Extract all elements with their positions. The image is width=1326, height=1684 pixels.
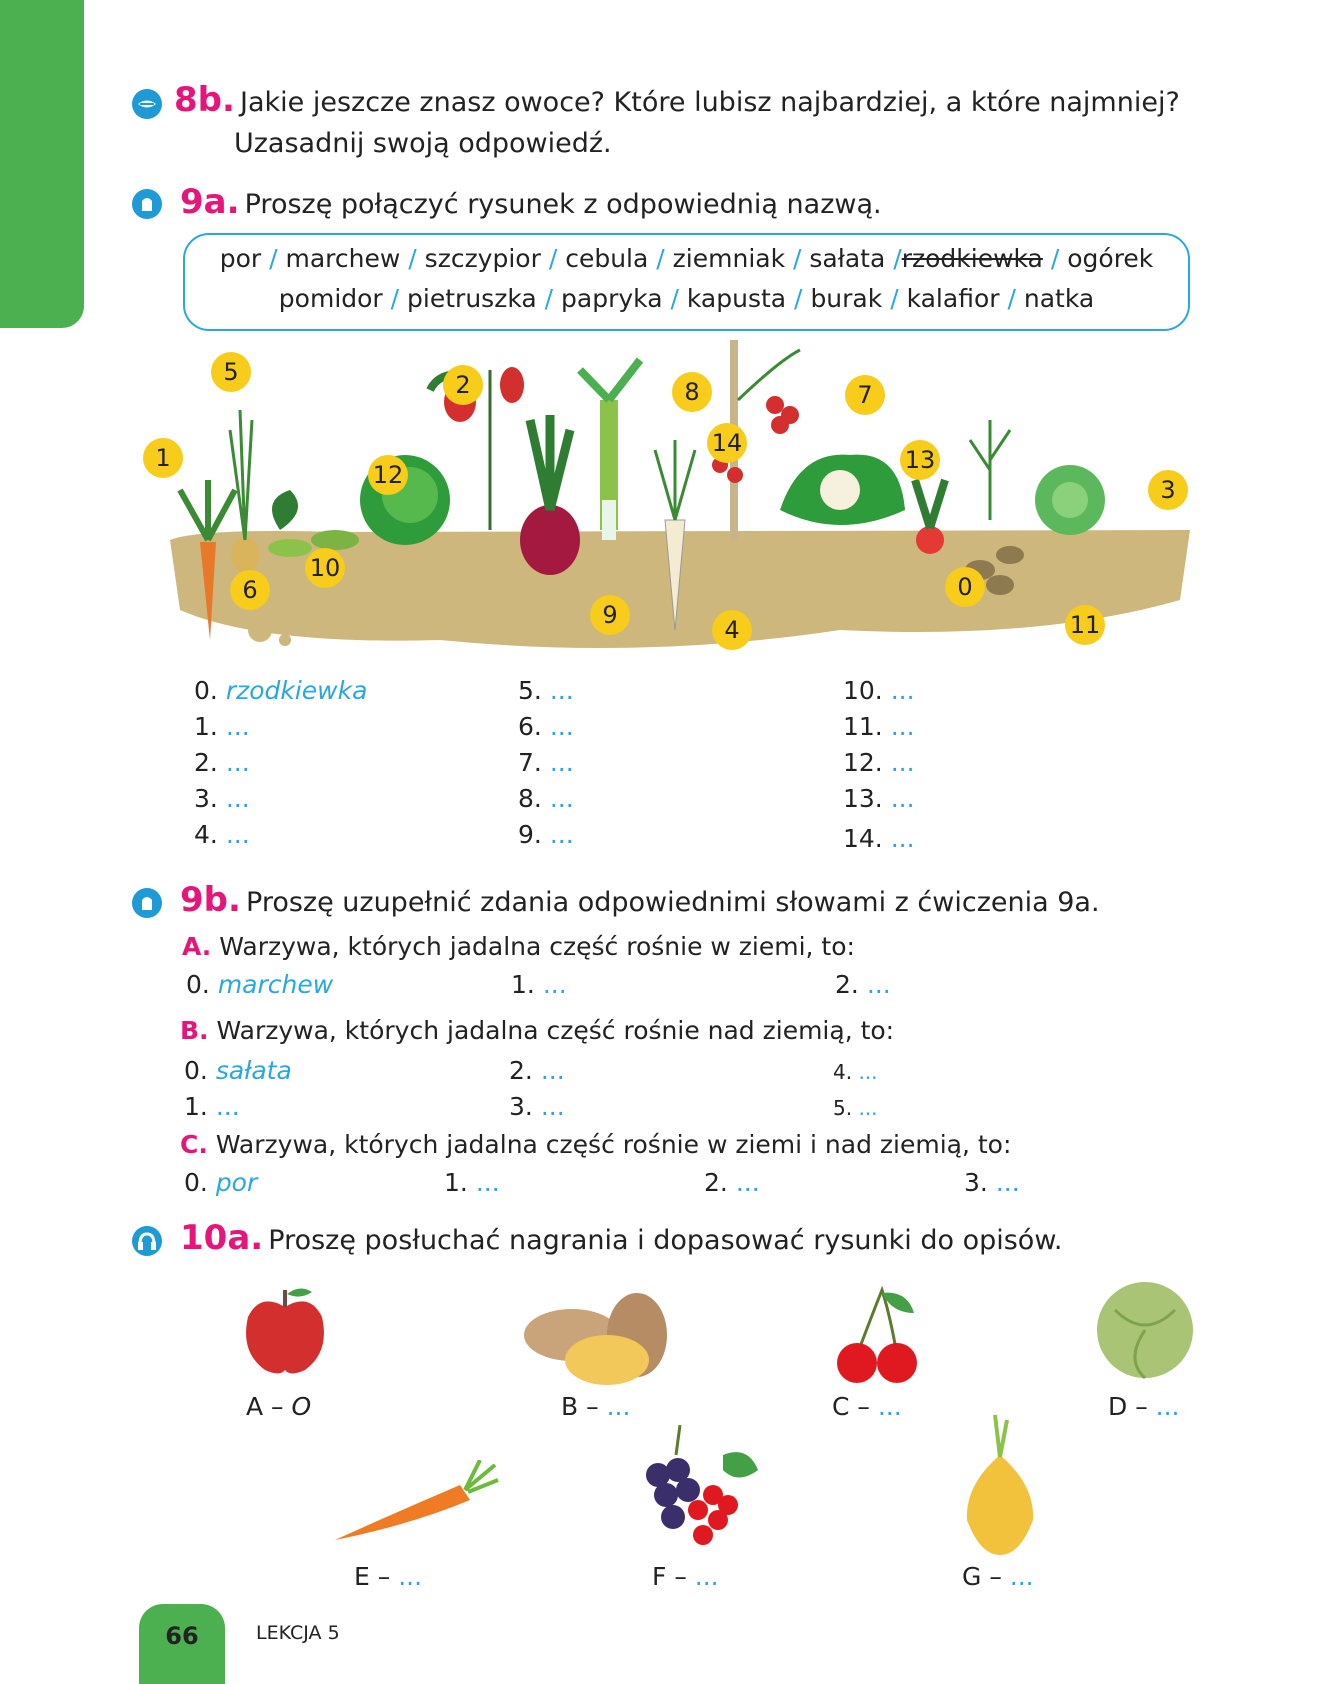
word: pietruszka (407, 284, 537, 313)
speaking-lips-icon (132, 89, 162, 119)
vegetable-garden-illustration (140, 340, 1200, 660)
word: natka (1023, 284, 1095, 313)
task-b-item: 5. ... (833, 1096, 878, 1120)
picture-label-a: A – O (246, 1392, 312, 1421)
number-badge: 3 (1148, 470, 1188, 510)
number-badge: 4 (712, 610, 752, 650)
number-badge: 10 (305, 548, 345, 588)
number-badge: 0 (945, 567, 985, 607)
green-margin-tab (0, 0, 84, 328)
separator: / (890, 284, 899, 313)
answer-item: 1. ... (194, 712, 250, 741)
number-badge: 13 (900, 440, 940, 480)
writing-hand-icon (132, 888, 162, 918)
task-a-item: 1. ... (511, 970, 567, 999)
answer-item: 0. rzodkiewka (194, 676, 368, 705)
separator: / (1007, 284, 1016, 313)
task-b: B. Warzywa, których jadalna część rośnie nad ziemią, to: (180, 1016, 895, 1045)
word: papryka (561, 284, 663, 313)
carrot-picture (330, 1460, 500, 1545)
word: por (219, 244, 262, 273)
separator: / (670, 284, 679, 313)
word-bank (183, 233, 1190, 331)
exercise-9b (180, 880, 1100, 920)
exercise-instruction: Proszę posłuchać nagrania i dopasować rysunki do opisów. (268, 1225, 1063, 1256)
picture-label-c: C – ... (832, 1392, 902, 1421)
number-badge: 9 (590, 595, 630, 635)
separator: / (1050, 244, 1060, 273)
answer-item: 5. ... (518, 676, 574, 705)
separator: / (544, 284, 554, 313)
exercise-number: 9b. (180, 880, 241, 920)
separator: / (390, 284, 400, 313)
cherries-picture (832, 1285, 922, 1385)
exercise-10a (180, 1218, 1063, 1258)
number-badge: 2 (443, 365, 483, 405)
picture-label-f: F – ... (652, 1562, 719, 1591)
cabbage-picture (1095, 1280, 1195, 1380)
answer-item: 7. ... (518, 748, 574, 777)
word: cebula (565, 244, 649, 273)
exercise-instruction: Jakie jeszcze znasz owoce? Które lubisz najbardziej, a które najmniej? (240, 87, 1180, 118)
picture-label-b: B – ... (561, 1392, 631, 1421)
word: marchew (285, 244, 401, 273)
separator: / (893, 244, 902, 273)
number-badge: 8 (672, 372, 712, 412)
separator: / (656, 244, 665, 273)
task-c-item: 2. ... (704, 1168, 760, 1197)
number-badge: 11 (1065, 605, 1105, 645)
exercise-instruction: Proszę połączyć rysunek z odpowiednią nazwą. (244, 189, 882, 220)
word: pomidor (278, 284, 383, 313)
word: kalafior (906, 284, 1000, 313)
task-b-item: 0. sałata (184, 1056, 292, 1085)
headphones-icon (132, 1226, 162, 1256)
exercise-9a (180, 182, 882, 222)
number-badge: 14 (707, 423, 747, 463)
answer-item: 12. ... (843, 748, 915, 777)
word: sałata (809, 244, 886, 273)
separator: / (793, 244, 802, 273)
task-b-item: 4. ... (833, 1060, 878, 1084)
task-c-item: 3. ... (964, 1168, 1020, 1197)
task-c-item: 1. ... (444, 1168, 500, 1197)
answer-item: 13. ... (843, 784, 915, 813)
number-badge: 6 (230, 570, 270, 610)
word: burak (810, 284, 883, 313)
answer-item: 6. ... (518, 712, 574, 741)
exercise-number: 8b. (174, 80, 235, 120)
task-c-item: 0. por (184, 1168, 258, 1197)
answer-item: 2. ... (194, 748, 250, 777)
apple-picture (240, 1282, 330, 1377)
picture-label-g: G – ... (962, 1562, 1034, 1591)
task-b-item: 2. ... (509, 1056, 565, 1085)
exercise-instruction: Proszę uzupełnić zdania odpowiednimi słowami z ćwiczenia 9a. (246, 887, 1100, 918)
separator: / (408, 244, 417, 273)
word: kapusta (686, 284, 787, 313)
word: ogórek (1067, 244, 1154, 273)
word-bank-line-1 (185, 239, 1188, 279)
exercise-8b (174, 80, 1180, 120)
word-struck: rzodkiewka (901, 244, 1043, 273)
currants-grapes-picture (638, 1425, 763, 1555)
task-a-item: 0. marchew (186, 970, 334, 999)
answer-item: 3. ... (194, 784, 250, 813)
picture-label-e: E – ... (354, 1562, 423, 1591)
separator: / (794, 284, 803, 313)
exercise-number: 10a. (180, 1218, 264, 1258)
answer-item: 11. ... (843, 712, 915, 741)
task-a-item: 2. ... (835, 970, 891, 999)
picture-label-d: D – ... (1108, 1392, 1180, 1421)
number-badge: 12 (368, 455, 408, 495)
answer-item: 9. ... (518, 820, 574, 849)
answer-item: 14. ... (843, 824, 915, 853)
writing-hand-icon (132, 189, 162, 219)
exercise-instruction-line2: Uzasadnij swoją odpowiedź. (234, 128, 612, 159)
word-bank-line-2 (185, 279, 1188, 319)
number-badge: 5 (211, 352, 251, 392)
word: ziemniak (672, 244, 786, 273)
lesson-label: LEKCJA 5 (256, 1622, 340, 1644)
potatoes-picture (522, 1290, 672, 1385)
number-badge: 7 (845, 375, 885, 415)
word: szczypior (424, 244, 541, 273)
answer-item: 4. ... (194, 820, 250, 849)
answer-item: 10. ... (843, 676, 915, 705)
task-c: C. Warzywa, których jadalna część rośnie w ziemi i nad ziemią, to: (180, 1130, 1012, 1159)
separator: / (269, 244, 278, 273)
answer-item: 8. ... (518, 784, 574, 813)
exercise-number: 9a. (180, 182, 240, 222)
task-b-item: 3. ... (509, 1092, 565, 1121)
task-a: A. Warzywa, których jadalna część rośnie w ziemi, to: (182, 932, 855, 961)
onion-picture (955, 1415, 1045, 1555)
task-b-item: 1. ... (184, 1092, 240, 1121)
number-badge: 1 (143, 438, 183, 478)
page-number: 66 (139, 1604, 225, 1684)
separator: / (548, 244, 558, 273)
